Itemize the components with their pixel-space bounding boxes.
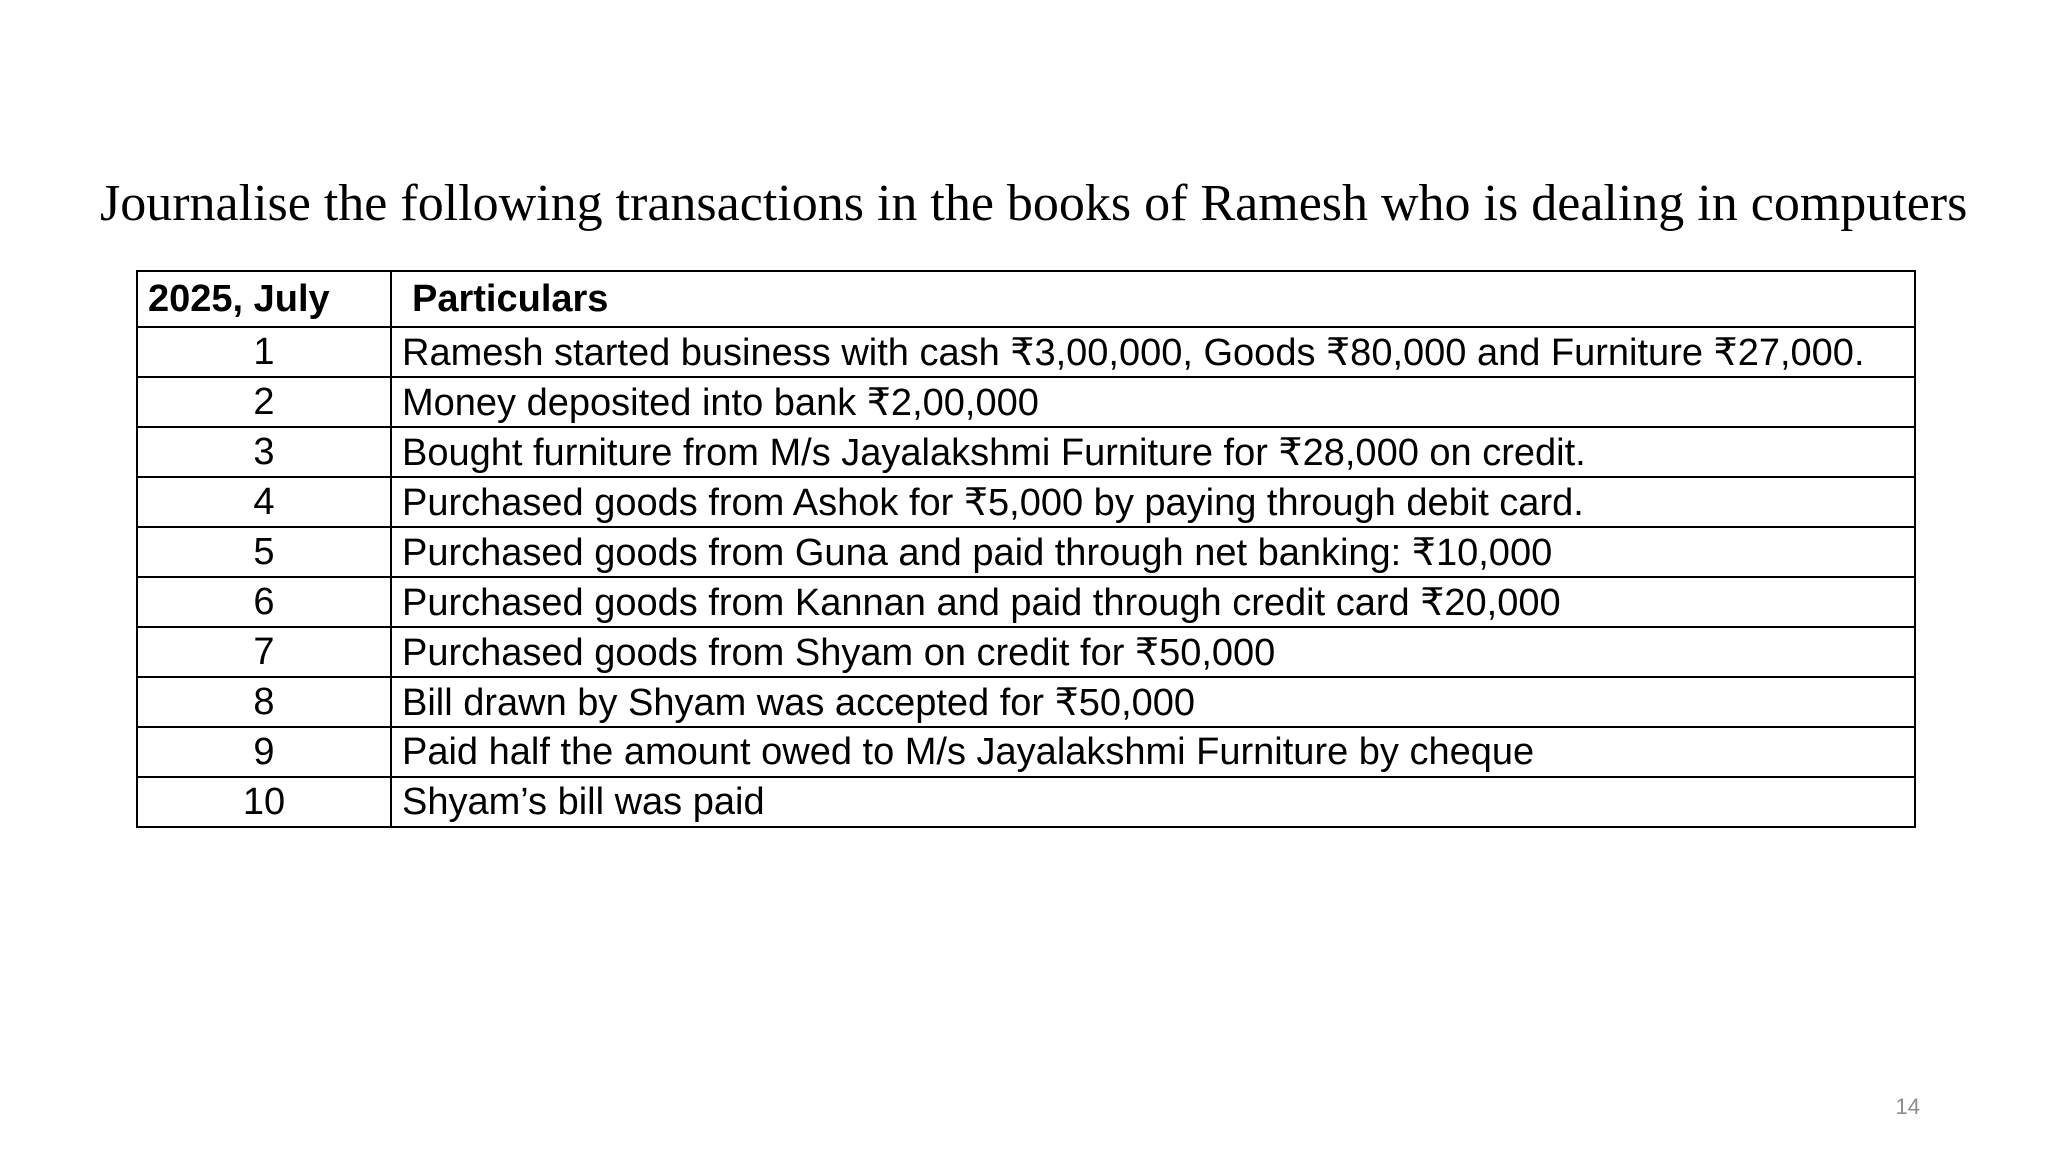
table-row: [137, 777, 1915, 827]
particulars-cell: Purchased goods from Ashok for ₹5,000 by paying through debit card.: [391, 477, 1915, 527]
table-row: [137, 477, 1915, 527]
table-row: [137, 577, 1915, 627]
particulars-column-header: Particulars: [391, 271, 1915, 327]
particulars-cell: Paid half the amount owed to M/s Jayalakshmi Furniture by cheque: [391, 727, 1915, 777]
table-row: [137, 327, 1915, 377]
date-column-header: 2025, July: [137, 271, 391, 327]
particulars-cell: Purchased goods from Shyam on credit for ₹50,000: [391, 627, 1915, 677]
date-cell: 4: [137, 477, 391, 527]
transactions-table: [136, 270, 1916, 828]
header-row: [137, 271, 1915, 327]
table-row: [137, 527, 1915, 577]
particulars-cell: Purchased goods from Guna and paid through net banking: ₹10,000: [391, 527, 1915, 577]
date-cell: 2: [137, 377, 391, 427]
slide-title: Journalise the following transactions in the books of Ramesh who is dealing in computers: [100, 175, 1968, 232]
particulars-cell: Purchased goods from Kannan and paid through credit card ₹20,000: [391, 577, 1915, 627]
table-body: [137, 327, 1915, 827]
table-row: [137, 627, 1915, 677]
date-cell: 1: [137, 327, 391, 377]
date-cell: 7: [137, 627, 391, 677]
date-cell: 10: [137, 777, 391, 827]
date-cell: 6: [137, 577, 391, 627]
table-row: [137, 377, 1915, 427]
page-number: 14: [1895, 1094, 1920, 1119]
table-row: [137, 427, 1915, 477]
table-row: [137, 727, 1915, 777]
particulars-cell: Bought furniture from M/s Jayalakshmi Furniture for ₹28,000 on credit.: [391, 427, 1915, 477]
date-cell: 9: [137, 727, 391, 777]
date-cell: 8: [137, 677, 391, 727]
particulars-cell: Shyam’s bill was paid: [391, 777, 1915, 827]
particulars-cell: Bill drawn by Shyam was accepted for ₹50,000: [391, 677, 1915, 727]
table-row: [137, 677, 1915, 727]
particulars-cell: Ramesh started business with cash ₹3,00,000, Goods ₹80,000 and Furniture ₹27,000.: [391, 327, 1915, 377]
table-header: [137, 271, 1915, 327]
date-cell: 5: [137, 527, 391, 577]
date-cell: 3: [137, 427, 391, 477]
particulars-cell: Money deposited into bank ₹2,00,000: [391, 377, 1915, 427]
